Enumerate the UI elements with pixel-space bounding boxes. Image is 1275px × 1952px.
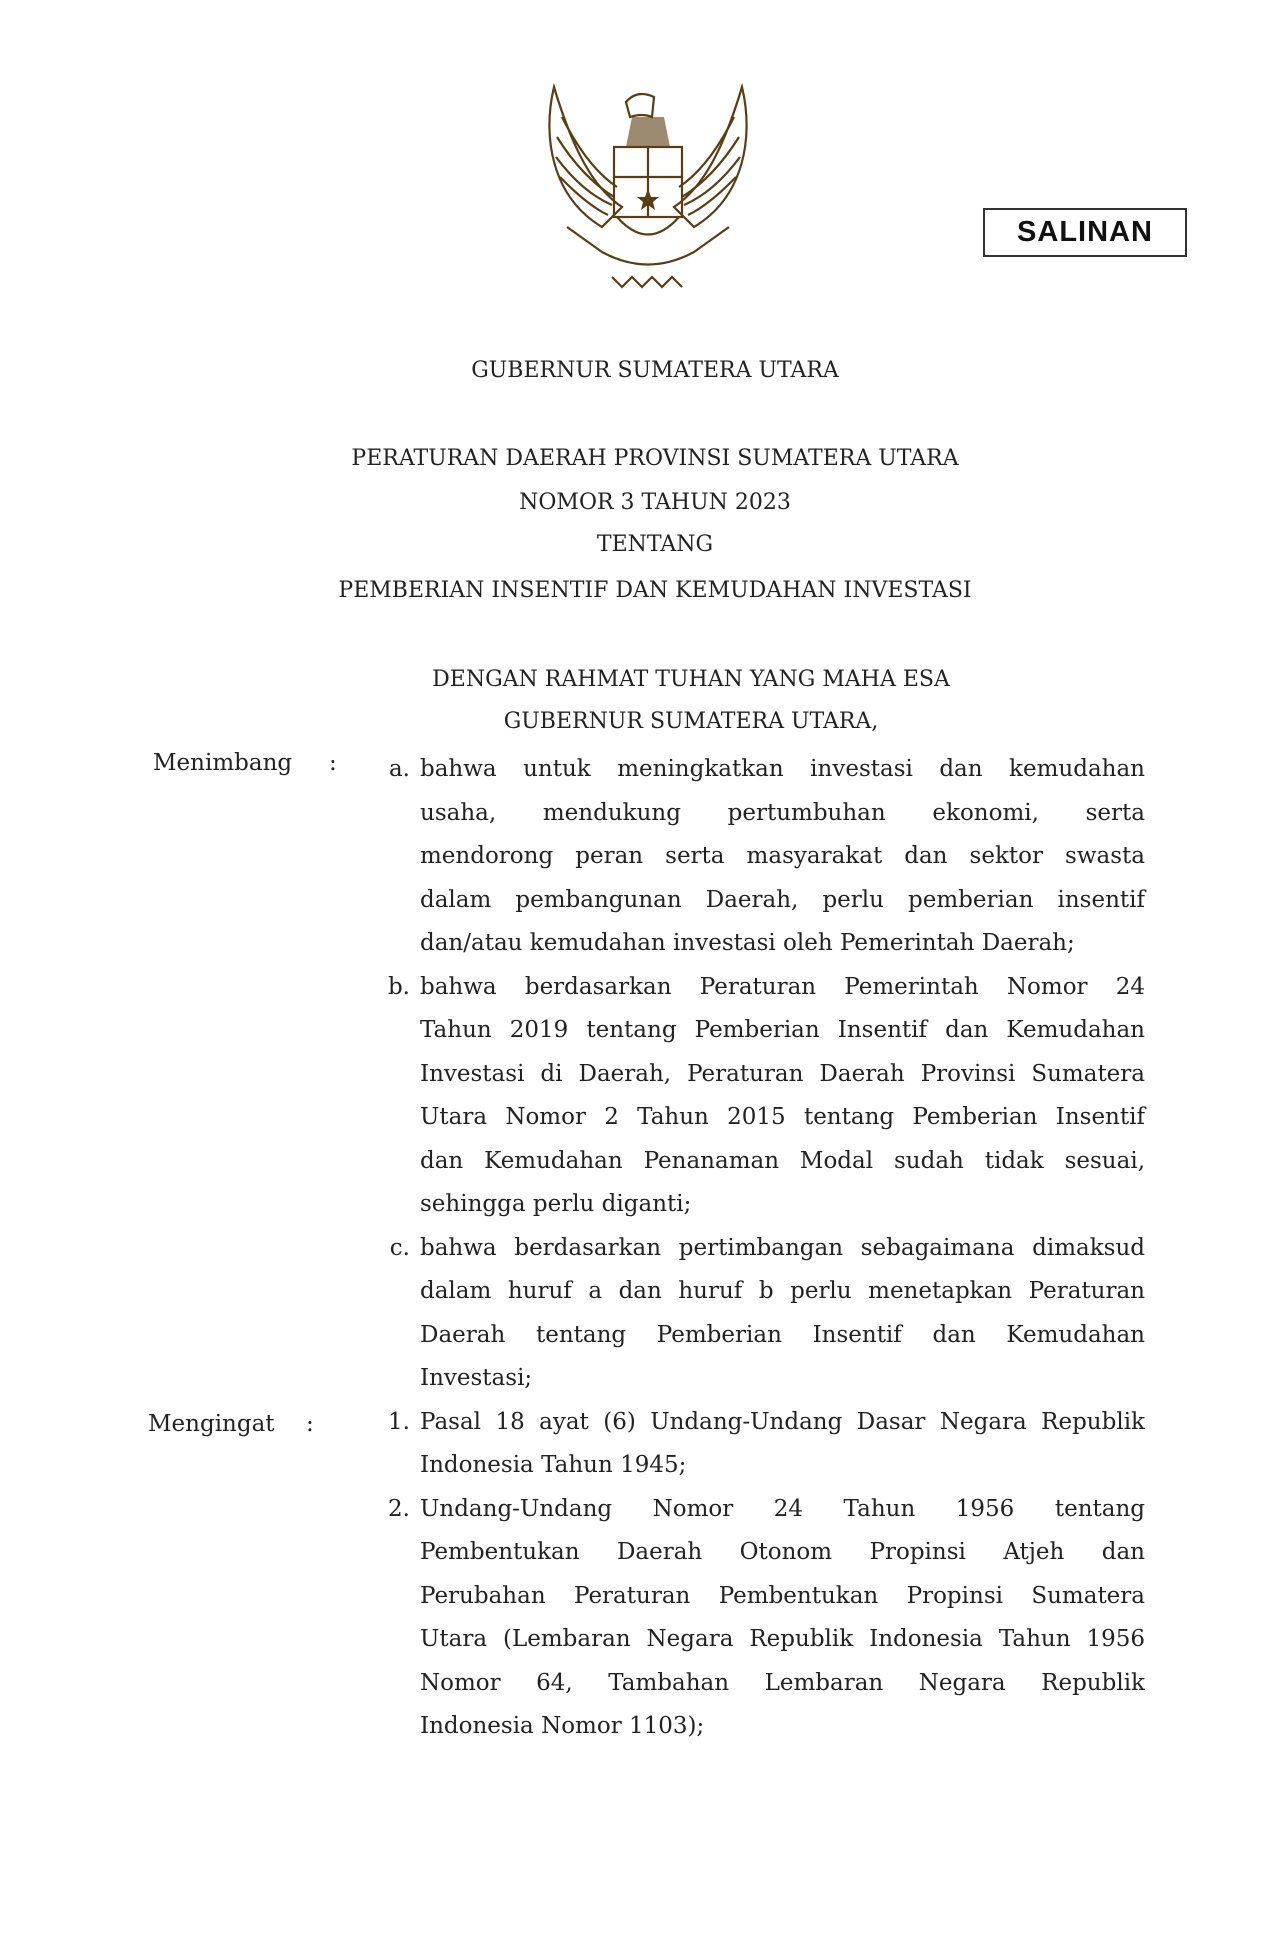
salinan-stamp: SALINAN [983,208,1187,257]
considerations-list [360,748,1145,1749]
item-marker: c. [389,1234,410,1261]
regulation-tentang: TENTANG [596,532,714,557]
menimbang-item [360,1227,1145,1401]
item-text-line: Perubahan Peraturan Pembentukan Propinsi Sumatera [420,1582,1145,1609]
mengingat-item [360,1401,1145,1488]
preamble-line: DENGAN RAHMAT TUHAN YANG MAHA ESA [432,667,950,692]
item-text-line: bahwa untuk meningkatkan investasi dan kemudahan [420,756,1145,782]
mengingat-item [360,1488,1145,1749]
regulation-number: NOMOR 3 TAHUN 2023 [519,490,791,515]
item-text-line: Indonesia Nomor 1103); [420,1713,705,1739]
item-text-line: sehingga perlu diganti; [420,1191,692,1217]
item-text-line: dalam pembangunan Daerah, perlu pemberian insentif [420,886,1145,913]
menimbang-colon: : [329,750,337,776]
item-text-line: mendorong peran serta masyarakat dan sektor swasta [420,843,1145,869]
menimbang-label: Menimbang [153,750,293,776]
item-text-line: Pembentukan Daerah Otonom Propinsi Atjeh dan [420,1539,1145,1565]
item-text-line: Pasal 18 ayat (6) Undang-Undang Dasar Negara Republik [420,1408,1145,1435]
item-text-line: usaha, mendukung pertumbuhan ekonomi, serta [420,799,1145,826]
item-text-line: Undang-Undang Nomor 24 Tahun 1956 tentang [420,1495,1145,1522]
item-text-line: bahwa berdasarkan Peraturan Pemerintah Nomor 24 [420,973,1145,1000]
item-text-line: Daerah tentang Pemberian Insentif dan Kemudahan [420,1321,1145,1348]
regulation-subject: PEMBERIAN INSENTIF DAN KEMUDAHAN INVESTASI [338,578,972,603]
item-text-line: Utara Nomor 2 Tahun 2015 tentang Pemberian Insentif [420,1104,1145,1130]
item-text-line: dan Kemudahan Penanaman Modal sudah tidak sesuai, [420,1147,1145,1174]
item-text-line: Investasi di Daerah, Peraturan Daerah Provinsi Sumatera [420,1060,1145,1087]
mengingat-colon: : [306,1411,314,1437]
mengingat-label: Mengingat [148,1411,275,1437]
item-marker: a. [388,756,410,782]
item-marker: 2. [388,1495,410,1522]
item-text-line: dalam huruf a dan huruf b perlu menetapkan Peraturan [420,1278,1145,1304]
item-text-line: Investasi; [420,1365,533,1391]
menimbang-item [360,966,1145,1227]
item-text-line: Nomor 64, Tambahan Lembaran Negara Republik [420,1669,1145,1696]
item-text-line: Utara (Lembaran Negara Republik Indonesia Tahun 1956 [420,1626,1145,1652]
item-text-line: dan/atau kemudahan investasi oleh Pemerintah Daerah; [420,930,1075,956]
garuda-emblem-icon [542,77,754,293]
issuer-heading: GUBERNUR SUMATERA UTARA [471,358,839,383]
item-text-line: Indonesia Tahun 1945; [420,1452,687,1478]
menimbang-item [360,748,1145,966]
item-text-line: Tahun 2019 tentang Pemberian Insentif dan Kemudahan [420,1017,1145,1043]
preamble-line: GUBERNUR SUMATERA UTARA, [503,709,879,734]
item-marker: 1. [388,1408,410,1435]
item-marker: b. [387,973,410,1000]
item-text-line: bahwa berdasarkan pertimbangan sebagaimana dimaksud [420,1234,1145,1261]
regulation-title: PERATURAN DAERAH PROVINSI SUMATERA UTARA [351,446,959,471]
